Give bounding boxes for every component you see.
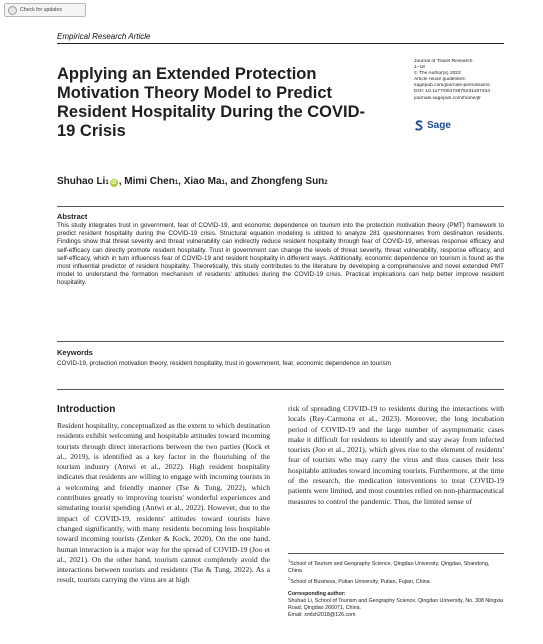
abstract-text: This study integrates trust in government, fear of COVID-19, and economic dependence on tourism into the protection motivation theory (PMT) framework to predict resident hospitality during the COVID-19 crisis. Structural equation modeling is utilized to analyze 281 questionnaires from destination residents. Findings show that threat severity and threat vulnerability can indirectly reduce resident hospitality through fear of COVID-19, whereas response efficacy and self-efficacy can directly promote resident hospitality. Trust in government can change the levels of threat severity, threat vulnerability, response efficacy, and self-efficacy, which in turn influences fear of COVID-19 and resident hospitality in different ways. Additionally, economic dependence on tourism is found as the most influential predictor of resident hospitality. Theoretically, this study contributes to the literature by developing a comprehensive and novel extended PMT model to understand the formation mechanism of residents' attitudes during the COVID-19 crisis. Practical implications can help better improve resident hospitality. [57,222,504,287]
header-divider [57,43,504,44]
corresponding-author-heading: Corresponding author: [288,591,346,597]
doi-link[interactable]: DOI: 10.1177/00472875231187334 [414,89,490,95]
paper-title: Applying an Extended Protection Motivation Theory Model to Predict Resident Hospitality During the COVID-19 Crisis [57,65,366,140]
author-name: , Xiao Ma [178,176,222,187]
orcid-icon[interactable]: iD [111,180,117,186]
abstract-heading: Abstract [57,212,88,221]
keywords-heading: Keywords [57,348,93,357]
check-for-updates-label: Check for updates [20,7,63,13]
affiliation-text: School of Tourism and Geography Science, Qingdao University, Qingdao, Shandong, China [288,560,490,574]
affiliation-text: School of Business, Putian University, Putian, Fujian, China [290,578,430,585]
sage-s-icon [414,120,424,131]
keywords-text: COVID-19, protection motivation theory, resident hospitality, trust in government, fear, economic dependence on tourism [57,360,392,367]
introduction-left-column: Resident hospitality, conceptualized as the extent to which destination residents exhibit welcoming and hospitable attitudes toward incoming tourists through direct interactions between the two parties (Kock et al., 2019), is identified as a key factor in the flourishing of the tourism industry (Antwi et al., 2022). High resident hospitality indicates that residents are willing to engage with incoming tourists in a welcoming and friendly manner (Tse & Tung, 2022), which contributes greatly to improving tourists' wonderful experiences and simulating tourist spending (Antwi et al., 2022). However, due to the impact of COVID-19, residents' attitudes toward tourists have changed significantly, with many residents becoming less hospitable toward incoming tourists (Zenker & Kock, 2020). On the one hand, human interaction is a major way for the spread of COVID-19 (Joo et al., 2021). On the other hand, tourism cannot completely avoid the interactions between tourists and residents (Tse & Tung, 2022). As a result, tourists carrying the virus are at high [57,421,271,585]
sage-logo [414,120,451,131]
author-list [57,176,328,187]
affiliation-1 [288,557,504,575]
author-affiliation-mark: 1 [105,180,109,186]
keywords-divider [57,341,504,342]
reuse-guidelines-label: Article reuse guidelines: [414,77,466,83]
journal-name: Journal of Travel Research [414,59,473,64]
author-name: Shuhao Li [57,176,106,187]
copyright: © The Author(s) 2023 [414,71,461,77]
author-affiliation-mark: 1 [174,180,179,186]
author-name: , Mimi Chen [118,176,175,187]
corresponding-author-block [288,591,504,619]
author-name: , and Zhongfeng Sun [224,176,325,187]
affiliation-mark: 1 [288,558,291,563]
introduction-right-column: risk of spreading COVID-19 to residents during the interactions with locals (Rey-Carmona et al., 2023). Moreover, the long incubation period of COVID-19 and the large number of asymptomatic cases make it difficult for residents to identify and stay away from infected tourists (Joo et al., 2021), which gives rise to the element of residents' fear of tourists who may carry the virus and thus causes their less hospitable attitudes toward incoming tourists. Furthermore, at the time of the research, the medication interventions to treat COVID-19 patients were limited, and most countries relied on non-pharmaceutical measures to control the pandemic. Thus, the limited sense of [288,404,504,506]
page-range: 1–18 [414,65,425,71]
update-check-icon [8,6,17,15]
abstract-top-divider [57,206,504,207]
article-type: Empirical Research Article [57,32,151,41]
journal-home-link[interactable]: journals.sagepub.com/home/jtr [414,95,481,101]
affiliations-divider [288,553,504,554]
corresponding-author-address: Shuhao Li, School of Tourism and Geography Science, Qingdao University, No. 308 Ningxia Road, Qingdao 266071, China. [288,598,504,611]
introduction-heading: Introduction [57,404,116,415]
corresponding-author-email[interactable]: Email: xmlsh2018@126.com [288,612,356,618]
affiliations-block [288,557,504,586]
check-for-updates-badge[interactable] [4,3,86,17]
journal-meta-block [414,59,514,102]
sage-logo-text: Sage [427,120,451,131]
affiliation-mark: 2 [288,575,291,581]
author-affiliation-mark: 2 [324,180,328,186]
affiliation-2 [288,575,504,586]
body-top-divider [57,389,504,390]
author-affiliation-mark: 1 [221,180,225,186]
permissions-link[interactable]: sagepub.com/journals-permissions [414,83,490,89]
